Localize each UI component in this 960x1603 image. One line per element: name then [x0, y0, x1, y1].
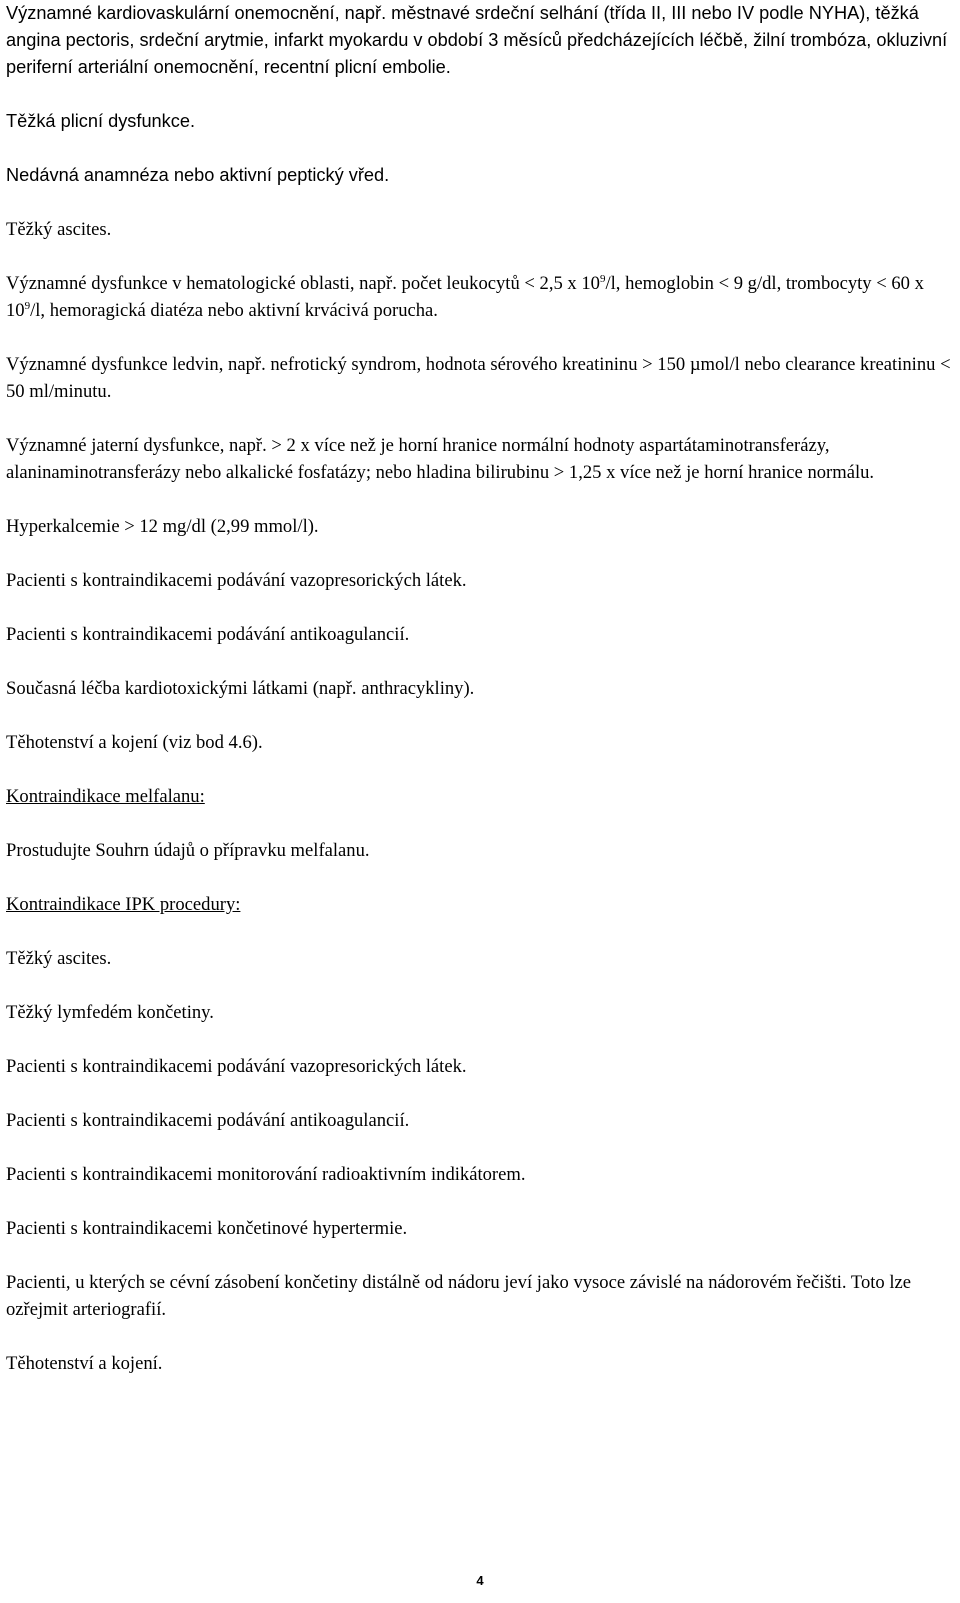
section-heading-ipk: Kontraindikace IPK procedury: — [6, 894, 241, 915]
contraindication-ascites: Těžký ascites. — [6, 219, 112, 240]
page-number: 4 — [476, 1573, 484, 1588]
contraindication-hypercalcemia: Hyperkalcemie > 12 mg/dl (2,99 mmol/l). — [6, 516, 319, 537]
contraindication-pulmonary: Těžká plicní dysfunkce. — [6, 111, 196, 131]
hematologic-exponent-1: 9 — [599, 272, 606, 285]
ipk-vasopressors: Pacienti s kontraindikacemi podávání vazopresorických látek. — [6, 1056, 467, 1077]
ipk-radioactive-monitoring: Pacienti s kontraindikacemi monitorování radioaktivním indikátorem. — [6, 1164, 526, 1185]
contraindication-peptic-ulcer: Nedávná anamnéza nebo aktivní peptický vřed. — [6, 165, 390, 185]
ipk-lymphedema: Těžký lymfedém končetiny. — [6, 1002, 214, 1023]
contraindication-cardiotoxic: Současná léčba kardiotoxickými látkami (např. anthracykliny). — [6, 678, 475, 699]
hematologic-text-a: Významné dysfunkce v hematologické oblasti, např. počet leukocytů < 2,5 x 10 — [6, 273, 600, 294]
contraindication-pregnancy: Těhotenství a kojení (viz bod 4.6). — [6, 732, 263, 753]
hematologic-text-b: /l, hemoglobin < 9 g/dl, trombocyty < 60 x 10 — [6, 273, 924, 321]
contraindication-renal: Významné dysfunkce ledvin, např. nefrotický syndrom, hodnota sérového kreatininu > 150 µmol/l nebo clearance kreatininu < 50 ml/minutu. — [6, 354, 951, 402]
hematologic-text-c: /l, hemoragická diatéza nebo aktivní krvácivá porucha. — [30, 300, 438, 321]
ipk-pregnancy: Těhotenství a kojení. — [6, 1353, 163, 1374]
hematologic-exponent-2: 9 — [24, 299, 31, 312]
ipk-hyperthermia: Pacienti s kontraindikacemi končetinové hypertermie. — [6, 1218, 408, 1239]
contraindication-anticoagulants: Pacienti s kontraindikacemi podávání antikoagulancií. — [6, 624, 410, 645]
section-heading-melphalan: Kontraindikace melfalanu: — [6, 786, 205, 807]
contraindication-hematologic — [6, 270, 952, 324]
contraindication-vasopressors: Pacienti s kontraindikacemi podávání vazopresorických látek. — [6, 570, 467, 591]
contraindication-cardiovascular: Významné kardiovaskulární onemocnění, např. městnavé srdeční selhání (třída II, III nebo IV podle NYHA), těžká angina pectoris, srdeční arytmie, infarkt myokardu v období 3 měsíců předcházejících léčbě, žilní trombóza, okluzivní periferní arteriální onemocnění, recentní plicní embolie. — [6, 3, 948, 77]
contraindication-hepatic: Významné jaterní dysfunkce, např. > 2 x více než je horní hranice normální hodnoty aspartátaminotransferázy, alaninaminotransferázy nebo alkalické fosfatázy; nebo hladina bilirubinu > 1,25 x více než je horní hranice normálu. — [6, 435, 875, 483]
ipk-anticoagulants: Pacienti s kontraindikacemi podávání antikoagulancií. — [6, 1110, 410, 1131]
ipk-tumor-vascular-supply: Pacienti, u kterých se cévní zásobení končetiny distálně od nádoru jeví jako vysoce závislé na nádorovém řečišti. Toto lze ozřejmit arteriografií. — [6, 1272, 912, 1320]
melphalan-smpc-note: Prostudujte Souhrn údajů o přípravku melfalanu. — [6, 840, 370, 861]
ipk-ascites: Těžký ascites. — [6, 948, 112, 969]
